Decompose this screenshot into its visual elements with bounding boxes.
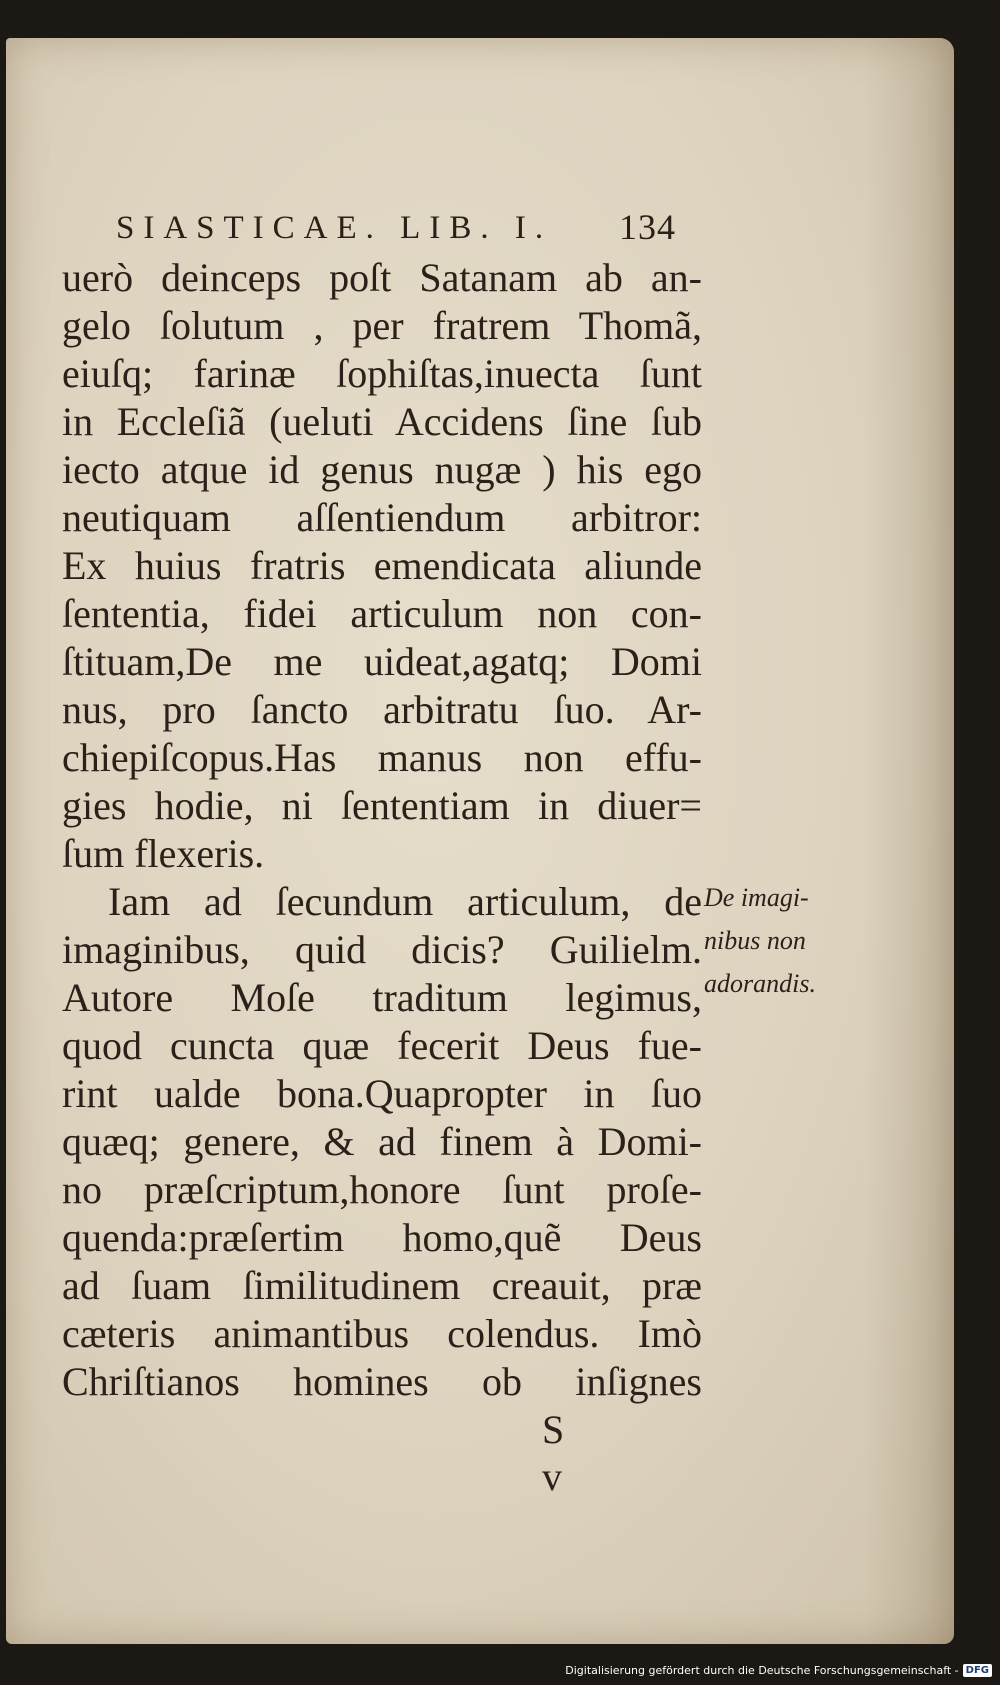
dfg-logo-icon: DFG [963,1664,992,1677]
text-line: in Eccleſiã (ueluti Accidens ſine ſub [62,399,702,444]
marginal-note-line: nibus non [704,926,806,955]
paragraph-2 [62,878,702,1406]
text-line: gies hodie, ni ſententiam in diuer= [62,783,702,828]
text-line: Ex huius fratris emendicata aliunde [62,543,702,588]
running-head [116,207,676,256]
text-line: ſum flexeris. [62,831,265,876]
text-line: Chriſtianos homines ob inſignes [62,1359,702,1404]
text-line: imaginibus, quid dicis? Guilielm. [62,927,702,972]
text-line: Iam ad ſecundum articulum, de [108,879,702,924]
text-line: uerò deinceps poſt Satanam ab an- [62,255,702,300]
running-head-title: SIASTICAE. LIB. I. [116,210,553,246]
footer-credit: Digitalisierung gefördert durch die Deutsche Forschungsgemeinschaft - [565,1663,959,1677]
text-line: ſententia, fidei articulum non con- [62,591,702,636]
page-number: 134 [619,207,676,247]
text-line: gelo ſolutum , per fratrem Thomã, [62,303,702,348]
text-line: quenda:præſertim homo,quẽ Deus [62,1215,702,1260]
marginal-note [704,876,854,1005]
book-page [6,38,954,1644]
signature-mark: S v [542,1407,595,1499]
text-line: no præſcriptum,honore ſunt proſe- [62,1167,702,1212]
paragraph-1 [62,254,702,878]
text-line: eiuſq; farinæ ſophiſtas,inuecta ſunt [62,351,702,396]
marginal-note-line: De imagi- [704,883,809,912]
text-line: chiepiſcopus.Has manus non effu- [62,735,702,780]
text-line: ad ſuam ſimilitudinem creauit, præ [62,1263,702,1308]
text-line: rint ualde bona.Quapropter in ſuo [62,1071,702,1116]
text-line: quod cuncta quæ fecerit Deus fue- [62,1023,702,1068]
text-line: ſtituam,De me uideat,agatq; Domi [62,639,702,684]
marginal-note-line: adorandis. [704,969,816,998]
digitization-footer [565,1658,992,1682]
text-line: cæteris animantibus colendus. Imò [62,1311,702,1356]
text-line: nus, pro ſancto arbitratu ſuo. Ar- [62,687,702,732]
text-line: Autore Moſe traditum legimus, [62,975,702,1020]
text-line: quæq; genere, & ad finem à Domi- [62,1119,702,1164]
text-line: iecto atque id genus nugæ ) his ego [62,447,702,492]
text-line: neutiquam aſſentiendum arbitror: [62,495,702,540]
body-text [62,254,702,1406]
